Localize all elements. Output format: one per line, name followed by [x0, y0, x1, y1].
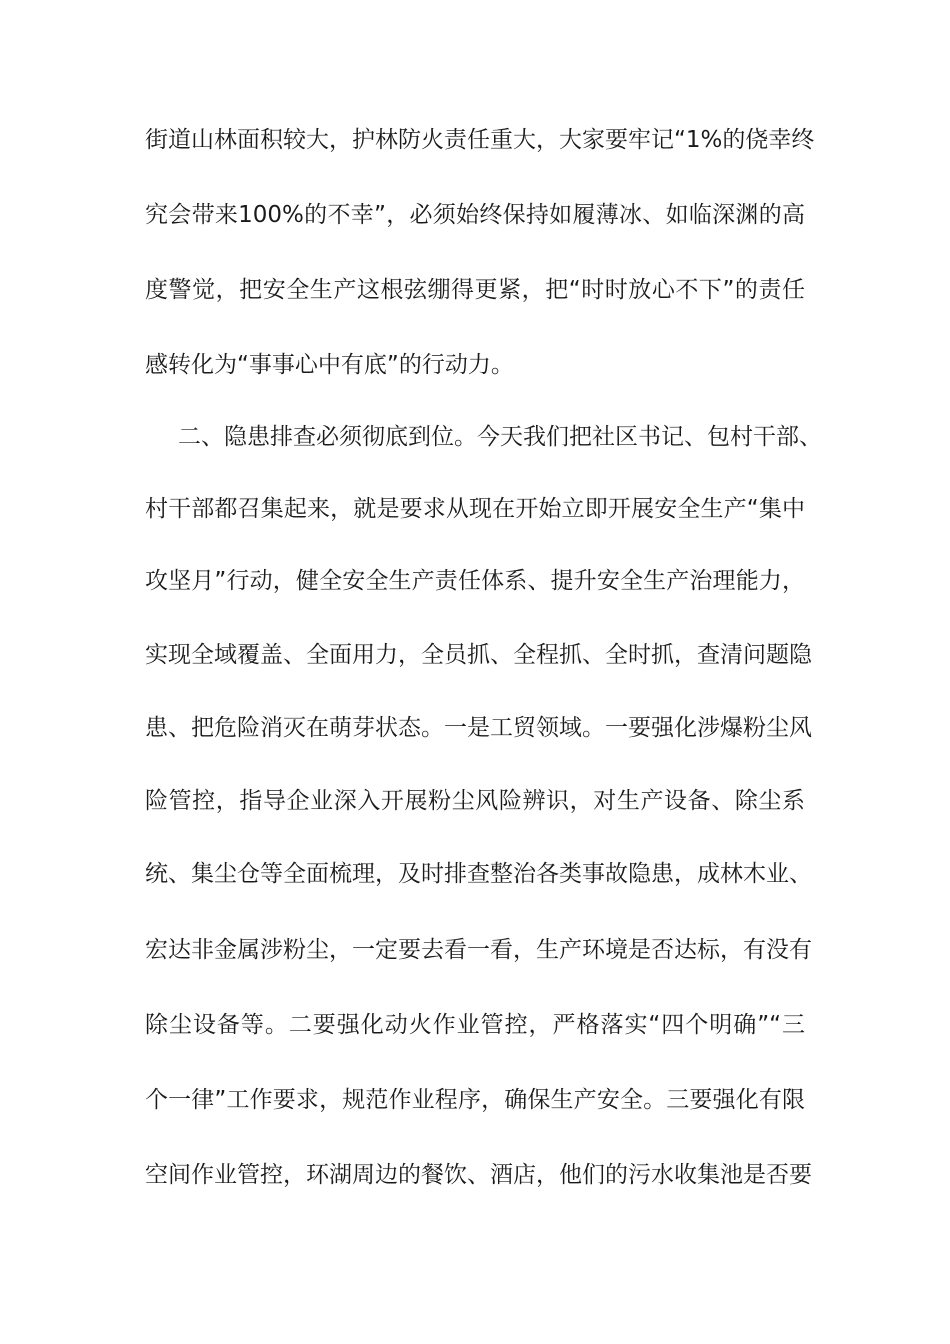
text-line: 实现全域覆盖、全面用力，全员抓、全程抓、全时抓，查清问题隐 [145, 642, 812, 668]
text-line: 宏达非金属涉粉尘，一定要去看一看，生产环境是否达标，有没有 [145, 937, 812, 963]
text-line: 患、把危险消灭在萌芽状态。一是工贸领域。一要强化涉爆粉尘风 [145, 715, 812, 741]
text-line: 感转化为“事事心中有底”的行动力。 [145, 352, 514, 378]
text-line: 村干部都召集起来，就是要求从现在开始立即开展安全生产“集中 [145, 496, 805, 522]
text-line: 个一律”工作要求，规范作业程序，确保生产安全。三要强化有限 [145, 1087, 805, 1113]
text-line: 二、隐患排查必须彻底到位。今天我们把社区书记、包村干部、 [178, 424, 822, 450]
text-line: 度警觉，把安全生产这根弦绷得更紧，把“时时放心不下”的责任 [145, 277, 805, 303]
text-line: 除尘设备等。二要强化动火作业管控，严格落实“四个明确”“三 [145, 1012, 805, 1038]
text-line: 究会带来100%的不幸”，必须始终保持如履薄冰、如临深渊的高 [145, 202, 805, 228]
text-line: 街道山林面积较大，护林防火责任重大，大家要牢记“1%的侥幸终 [145, 127, 815, 153]
text-line: 统、集尘仓等全面梳理，及时排查整治各类事故隐患，成林木业、 [145, 861, 812, 887]
text-line: 攻坚月”行动，健全安全生产责任体系、提升安全生产治理能力， [145, 568, 805, 594]
text-line: 险管控，指导企业深入开展粉尘风险辨识，对生产设备、除尘系 [145, 788, 805, 814]
text-line: 空间作业管控，环湖周边的餐饮、酒店，他们的污水收集池是否要 [145, 1162, 812, 1188]
